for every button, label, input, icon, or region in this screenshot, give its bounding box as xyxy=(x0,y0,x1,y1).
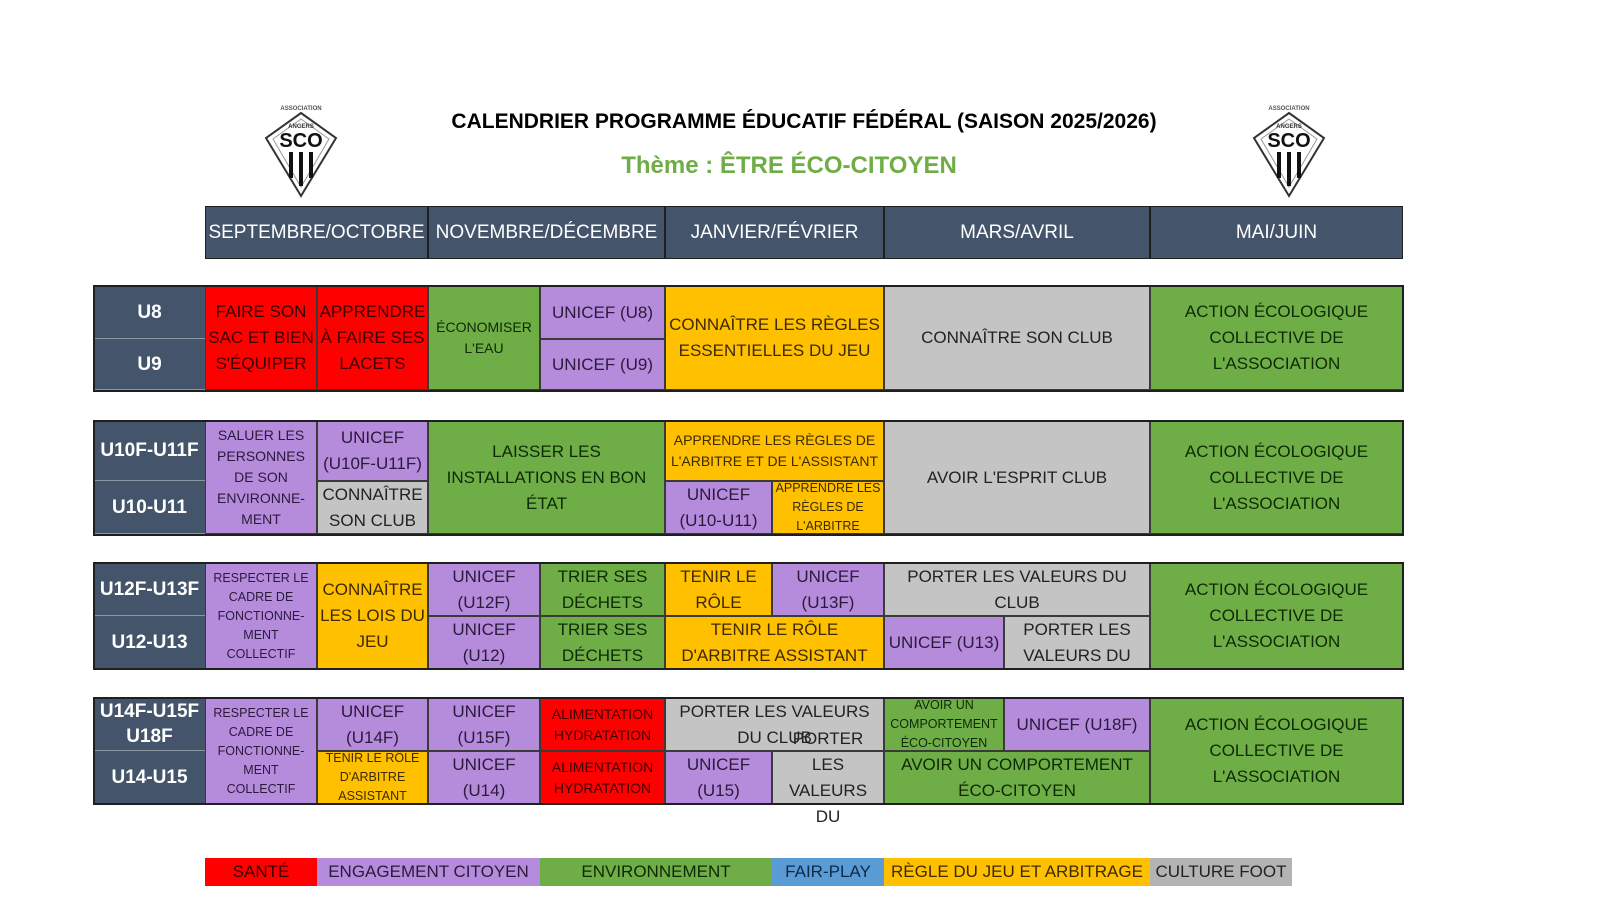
cell-g3-tenir-role: TENIR LE RÔLE xyxy=(665,563,772,616)
legend-culture-foot: CULTURE FOOT xyxy=(1150,858,1292,886)
cell-g2-esprit-club: AVOIR L'ESPRIT CLUB xyxy=(884,421,1150,534)
legend-engagement-citoyen: ENGAGEMENT CITOYEN xyxy=(317,858,540,886)
logo-text-mid: ANGERS xyxy=(1276,124,1302,130)
cell-g4-respecter-cadre: RESPECTER LE CADRE DE FONCTIONNE-MENT COLLECTIF xyxy=(205,698,317,804)
logo-text-main: SCO xyxy=(279,130,323,152)
cell-g4-unicef-u14f: UNICEF (U14F) xyxy=(317,698,428,751)
logo-text-main: SCO xyxy=(1267,130,1311,152)
cell-g1-lacets: APPRENDRE À FAIRE SES LACETS xyxy=(317,286,428,390)
legend-regle-jeu-arbitrage: RÈGLE DU JEU ET ARBITRAGE xyxy=(884,858,1150,886)
cell-g1-faire-son-sac: FAIRE SON SAC ET BIEN S'ÉQUIPER xyxy=(205,286,317,390)
logo-text-top: ASSOCIATION xyxy=(280,106,322,112)
cell-g4-comportement-small: AVOIR UN COMPORTEMENT ÉCO-CITOYEN xyxy=(884,698,1004,751)
cell-g3-trier-dechets-2: TRIER SES DÉCHETS xyxy=(540,616,665,669)
month-header-sep-oct: SEPTEMBRE/OCTOBRE xyxy=(205,206,428,259)
row-label-u14f-u15f-u18f: U14F-U15F U18F xyxy=(94,698,205,751)
logo-text-mid: ANGERS xyxy=(288,124,314,130)
cell-g3-unicef-u13: UNICEF (U13) xyxy=(884,616,1004,669)
legend-environnement: ENVIRONNEMENT xyxy=(540,858,772,886)
cell-g4-unicef-u15f: UNICEF (U15F) xyxy=(428,698,540,751)
cell-g4-alimentation-2: ALIMENTATION HYDRATATION xyxy=(540,751,665,804)
cell-g3-action-ecologique: ACTION ÉCOLOGIQUE COLLECTIVE DE L'ASSOCIATION xyxy=(1150,563,1403,669)
month-header-may-jun: MAI/JUIN xyxy=(1150,206,1403,259)
cell-g4-unicef-u15: UNICEF (U15) xyxy=(665,751,772,804)
month-header-jan-feb: JANVIER/FÉVRIER xyxy=(665,206,884,259)
cell-g1-unicef-u9: UNICEF (U9) xyxy=(540,339,665,390)
cell-g4-tenir-role-arbitre: TENIR LE RÔLE D'ARBITRE ASSISTANT xyxy=(317,751,428,804)
row-label-u12-u13: U12-U13 xyxy=(94,616,205,669)
cell-g1-regles-jeu: CONNAÎTRE LES RÈGLES ESSENTIELLES DU JEU xyxy=(665,286,884,390)
row-label-u12f-u13f: U12F-U13F xyxy=(94,563,205,616)
cell-g3-respecter-cadre: RESPECTER LE CADRE DE FONCTIONNE-MENT COLLECTIF xyxy=(205,563,317,669)
cell-g2-action-ecologique: ACTION ÉCOLOGIQUE COLLECTIVE DE L'ASSOCIATION xyxy=(1150,421,1403,534)
cell-g2-unicef-u10f-u11f: UNICEF (U10F-U11F) xyxy=(317,421,428,481)
cell-g2-connaitre-club: CONNAÎTRE SON CLUB xyxy=(317,481,428,534)
cell-g3-arbitre-assistant: TENIR LE RÔLE D'ARBITRE ASSISTANT xyxy=(665,616,884,669)
legend-sante: SANTÉ xyxy=(205,858,317,886)
cell-g4-action-ecologique: ACTION ÉCOLOGIQUE COLLECTIVE DE L'ASSOCIATION xyxy=(1150,698,1403,804)
cell-g4-unicef-u18f: UNICEF (U18F) xyxy=(1004,698,1150,751)
legend-fair-play: FAIR-PLAY xyxy=(772,858,884,886)
cell-g2-saluer: SALUER LES PERSONNES DE SON ENVIRONNE-MENT xyxy=(205,421,317,534)
cell-g1-action-ecologique: ACTION ÉCOLOGIQUE COLLECTIVE DE L'ASSOCIATION xyxy=(1150,286,1403,390)
page-title: CALENDRIER PROGRAMME ÉDUCATIF FÉDÉRAL (SAISON 2025/2026) xyxy=(451,110,1157,133)
cell-g1-economiser-eau: ÉCONOMISER L'EAU xyxy=(428,286,540,390)
cell-g3-unicef-u12f: UNICEF (U12F) xyxy=(428,563,540,616)
row-label-u10f-u11f: U10F-U11F xyxy=(94,421,205,481)
cell-g1-unicef-u8: UNICEF (U8) xyxy=(540,286,665,339)
cell-g2-regles-arbitre-assistant: APPRENDRE LES RÈGLES DE L'ARBITRE ET DE L'ASSISTANT xyxy=(665,421,884,481)
cell-g3-unicef-u12: UNICEF (U12) xyxy=(428,616,540,669)
month-header-mar-apr: MARS/AVRIL xyxy=(884,206,1150,259)
sco-logo-left xyxy=(260,103,342,199)
cell-g3-valeurs-club: PORTER LES VALEURS DU CLUB xyxy=(884,563,1150,616)
cell-g4-alimentation-1: ALIMENTATION HYDRATATION xyxy=(540,698,665,751)
cell-g4-unicef-u14: UNICEF (U14) xyxy=(428,751,540,804)
cell-g4-comportement: AVOIR UN COMPORTEMENT ÉCO-CITOYEN xyxy=(884,751,1150,804)
cell-g3-trier-dechets-1: TRIER SES DÉCHETS xyxy=(540,563,665,616)
cell-g1-connaitre-club: CONNAÎTRE SON CLUB xyxy=(884,286,1150,390)
cell-g2-regles-arbitre: APPRENDRE LES RÈGLES DE L'ARBITRE xyxy=(772,481,884,534)
page-theme: Thème : ÊTRE ÉCO-CITOYEN xyxy=(621,152,957,179)
cell-g2-unicef-u10-u11: UNICEF (U10-U11) xyxy=(665,481,772,534)
cell-g3-unicef-u13f: UNICEF (U13F) xyxy=(772,563,884,616)
row-label-u8: U8 xyxy=(94,286,205,339)
row-label-u10-u11: U10-U11 xyxy=(94,481,205,534)
sco-logo-right xyxy=(1248,103,1330,199)
month-header-nov-dec: NOVEMBRE/DÉCEMBRE xyxy=(428,206,665,259)
cell-g4-valeurs-du: LES VALEURS DU xyxy=(772,751,884,804)
cell-g2-installations: LAISSER LES INSTALLATIONS EN BON ÉTAT xyxy=(428,421,665,534)
row-label-u9: U9 xyxy=(94,339,205,390)
logo-text-top: ASSOCIATION xyxy=(1268,106,1310,112)
cell-g4-valeurs-club: PORTER LES VALEURS DU CLUB xyxy=(665,698,884,751)
cell-g3-lois-jeu: CONNAÎTRE LES LOIS DU JEU xyxy=(317,563,428,669)
row-label-u14-u15: U14-U15 xyxy=(94,751,205,804)
cell-g3-valeurs-du: PORTER LES VALEURS DU xyxy=(1004,616,1150,669)
